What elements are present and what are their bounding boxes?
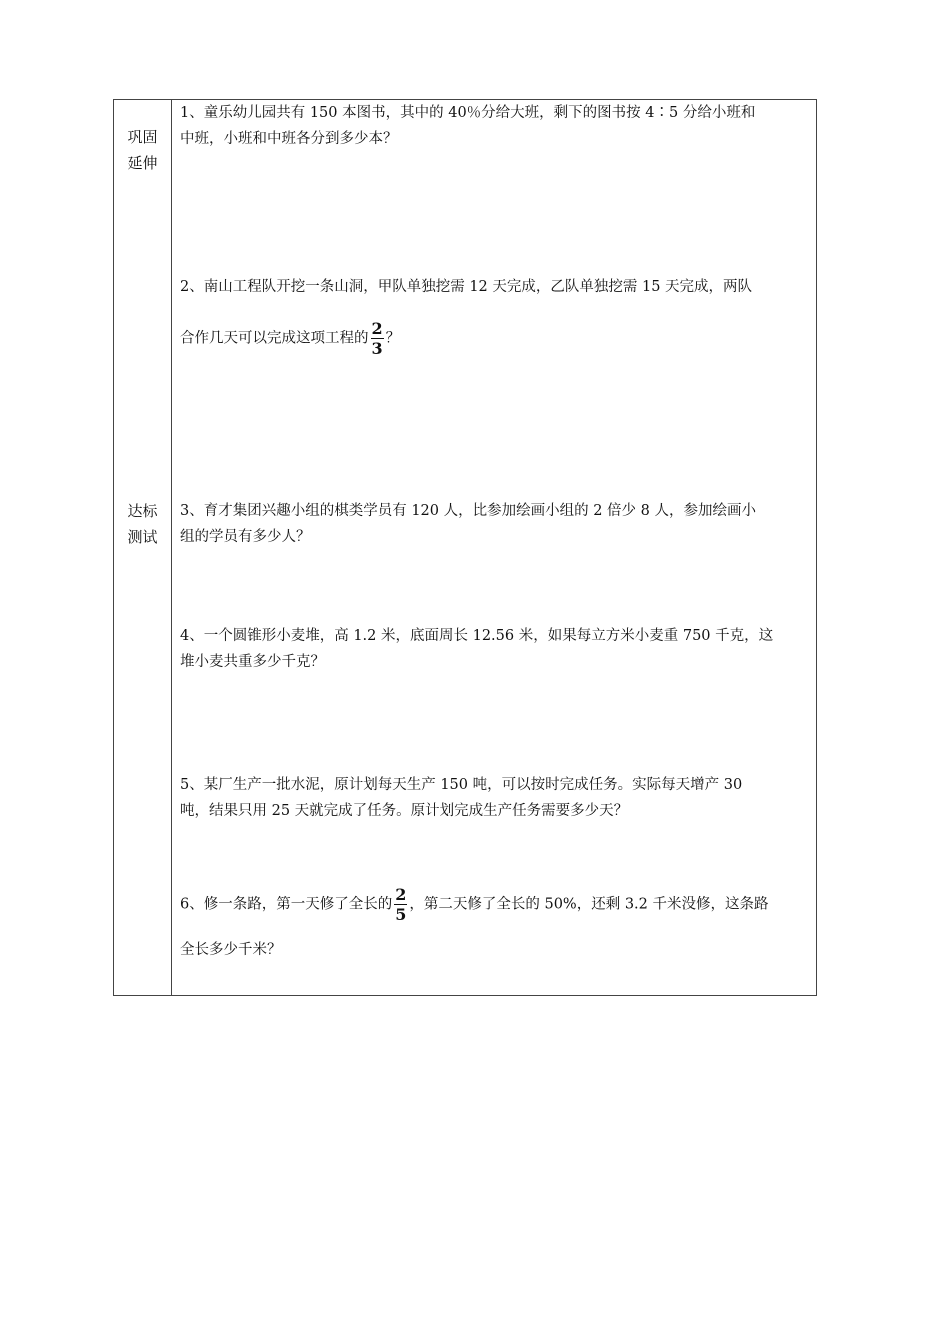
column-divider [171, 100, 172, 995]
problem-5 [180, 772, 812, 824]
problem-3-line-1: 3、育才集团兴趣小组的棋类学员有 120 人，比参加绘画小组的 2 倍少 8 人，参加绘画小 [180, 503, 757, 519]
problem-5-line-1: 5、某厂生产一批水泥，原计划每天生产 150 吨，可以按时完成任务。实际每天增产 30 [180, 777, 743, 793]
problem-6 [180, 886, 812, 963]
problem-2-line-2: 合作几天可以完成这项工程的 $\frac{2}{3}$ ？ [180, 319, 401, 358]
fraction-two-fifths: $\frac{2}{5}$ [395, 885, 407, 924]
problem-6-line-2: 全长多少千米？ [180, 942, 282, 958]
problem-1-line-1: 1、童乐幼儿园共有 150 本图书，其中的 40％分给大班，剩下的图书按 4∶5 分给小班和 [180, 105, 756, 121]
section-label-consolidate: 巩固 延伸 [127, 128, 158, 172]
problem-1 [180, 100, 812, 152]
problem-4-line-1: 4、一个圆锥形小麦堆，高 1.2 米，底面周长 12.56 米，如果每立方米小麦重 750 千克，这 [180, 628, 774, 644]
problem-4 [180, 623, 812, 675]
fraction-two-thirds: $\frac{2}{3}$ [371, 319, 383, 358]
problem-3 [180, 498, 812, 550]
problem-5-line-2: 吨，结果只用 25 天就完成了任务。原计划完成生产任务需要多少天？ [180, 803, 629, 819]
problem-2-line-1: 2、南山工程队开挖一条山洞，甲队单独挖需 12 天完成，乙队单独挖需 15 天完成，两队 [180, 279, 753, 295]
section-label-test: 达标 测试 [127, 502, 158, 546]
problem-2 [180, 274, 812, 357]
worksheet-table [113, 99, 817, 996]
problem-6-line-1: 6、修一条路，第一天修了全长的 $\frac{2}{5}$ ，第二天修了全长的 50%，还剩 3.2 千米没修，这条路 [180, 885, 769, 924]
problem-3-line-2: 组的学员有多少人？ [180, 529, 311, 545]
problem-1-line-2: 中班，小班和中班各分到多少本？ [180, 131, 398, 147]
problem-4-line-2: 堆小麦共重多少千克？ [180, 654, 325, 670]
